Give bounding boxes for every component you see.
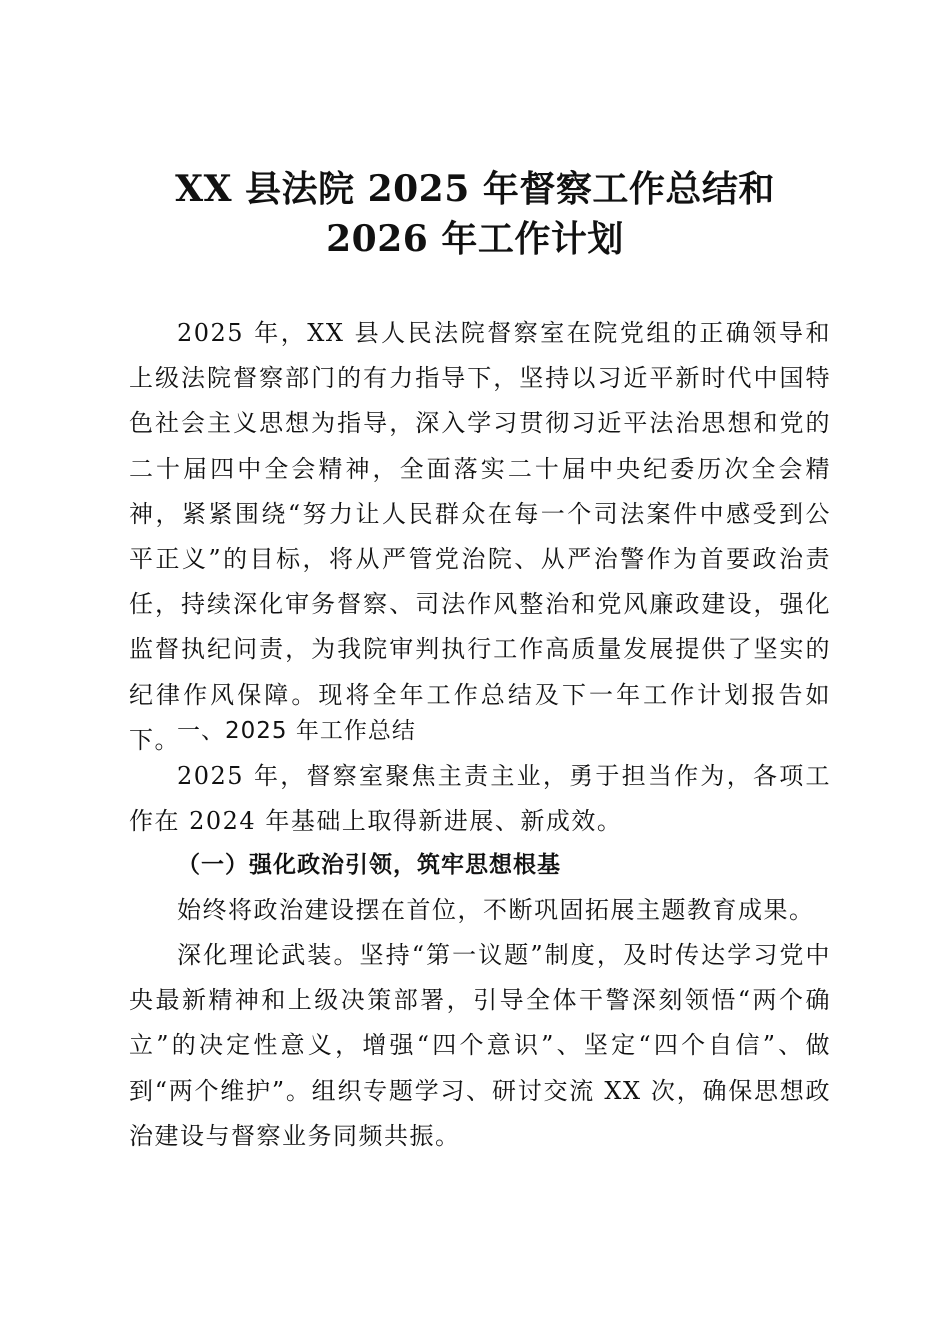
theory-study-paragraph: 深化理论武装。坚持“第一议题”制度，及时传达学习党中央最新精神和上级决策部署，引导全体干警深刻领悟“两个确立”的决定性意义，增强“四个意识”、坚定“四个自信”、做到“两个维护”。组织专题学习、研讨交流 XX 次，确保思想政治建设与督察业务同频共振。 — [129, 941, 831, 1150]
subsection-intro-paragraph: 始终将政治建设摆在首位，不断巩固拓展主题教育成果。 — [177, 896, 815, 924]
section-heading-work-summary: 一、2025 年工作总结 — [177, 718, 416, 744]
intro-paragraph: 2025 年，XX 县人民法院督察室在院党组的正确领导和上级法院督察部门的有力指导下，坚持以习近平新时代中国特色社会主义思想为指导，深入学习贯彻习近平法治思想和党的二十届四中全会精神，全面落实二十届中央纪委历次全会精神，紧紧围绕“努力让人民群众在每一个司法案件中感受到公平正义”的目标，将从严管党治院、从严治警作为首要政治责任，持续深化审务督察、司法作风整治和党风廉政建设，强化监督执纪问责，为我院审判执行工作高质量发展提供了坚实的纪律作风保障。现将全年工作总结及下一年工作计划报告如下。 — [129, 319, 831, 754]
section-summary-paragraph: 2025 年，督察室聚焦主责主业，勇于担当作为，各项工作在 2024 年基础上取得新进展、新成效。 — [129, 762, 831, 836]
document-title: XX 县法院 2025 年督察工作总结和 2026 年工作计划 — [175, 168, 775, 260]
subsection-heading-political-leadership: （一）强化政治引领，筑牢思想根基 — [177, 852, 561, 878]
